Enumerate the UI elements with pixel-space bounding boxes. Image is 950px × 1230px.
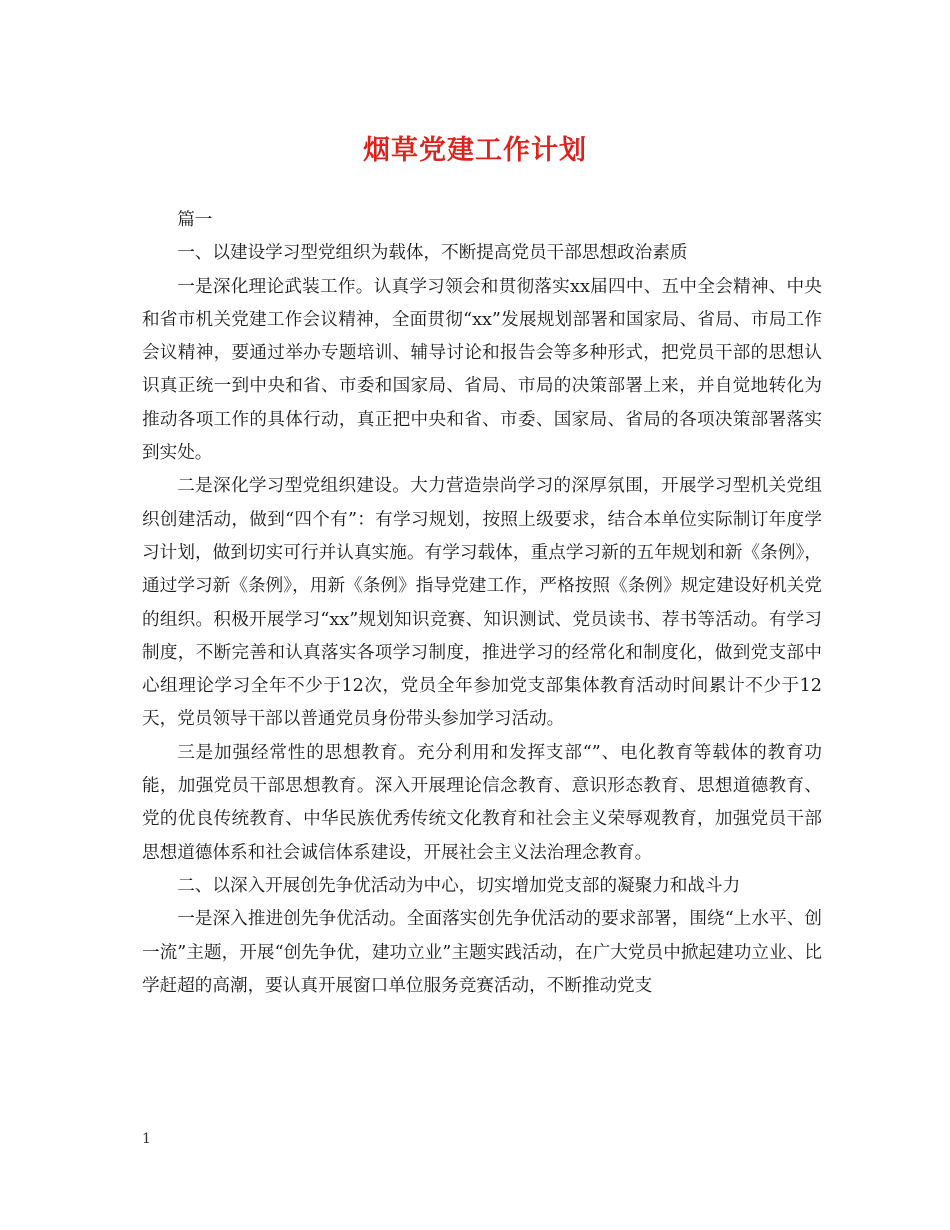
body-paragraph: 一是深化理论武装工作。认真学习领会和贯彻落实xx届四中、五中全会精神、中央和省市机关党建工作会议精神，全面贯彻“xx”发展规划部署和国家局、省局、市局工作会议精神，要通过举办专题培训、辅导讨论和报告会等多种形式，把党员干部的思想认识真正统一到中央和省、市委和国家局、省局、市局的决策部署上来，并自觉地转化为推动各项工作的具体行动，真正把中央和省、市委、国家局、省局的各项决策部署落实到实处。 [142, 276, 822, 464]
page-number: 1 [142, 1131, 151, 1147]
body-paragraph: 三是加强经常性的思想教育。充分利用和发挥支部“”、电化教育等载体的教育功能，加强党员干部思想教育。深入开展理论信念教育、意识形态教育、思想道德教育、党的优良传统教育、中华民族优秀传统文化教育和社会主义荣辱观教育，加强党员干部思想道德体系和社会诚信体系建设，开展社会主义法治理念教育。 [142, 742, 822, 863]
section-heading: 一、以建设学习型党组织为载体，不断提高党员干部思想政治素质 [177, 243, 688, 264]
document-title: 烟草党建工作计划 [363, 135, 587, 166]
document-body [142, 204, 822, 1003]
section-heading: 二、以深入开展创先争优活动为中心，切实增加党支部的凝聚力和战斗力 [177, 875, 741, 896]
body-paragraph: 一是深入推进创先争优活动。全面落实创先争优活动的要求部署，围绕“上水平、创一流”主题，开展“创先争优，建功立业”主题实践活动，在广大党员中掀起建功立业、比学赶超的高潮，要认真开展窗口单位服务竞赛活动，不断推动党支 [142, 909, 822, 996]
section-label: 篇一 [177, 210, 213, 230]
body-paragraph: 二是深化学习型党组织建设。大力营造崇尚学习的深厚氛围，开展学习型机关党组织创建活动，做到“四个有”：有学习规划，按照上级要求，结合本单位实际制订年度学习计划，做到切实可行并认真实施。有学习载体，重点学习新的五年规划和新《条例》，通过学习新《条例》，用新《条例》指导党建工作，严格按照《条例》规定建设好机关党的组织。积极开展学习“xx”规划知识竞赛、知识测试、党员读书、荐书等活动。有学习制度，不断完善和认真落实各项学习制度，推进学习的经常化和制度化，做到党支部中心组理论学习全年不少于12次，党员全年参加党支部集体教育活动时间累计不少于12天，党员领导干部以普通党员身份带头参加学习活动。 [142, 476, 822, 730]
